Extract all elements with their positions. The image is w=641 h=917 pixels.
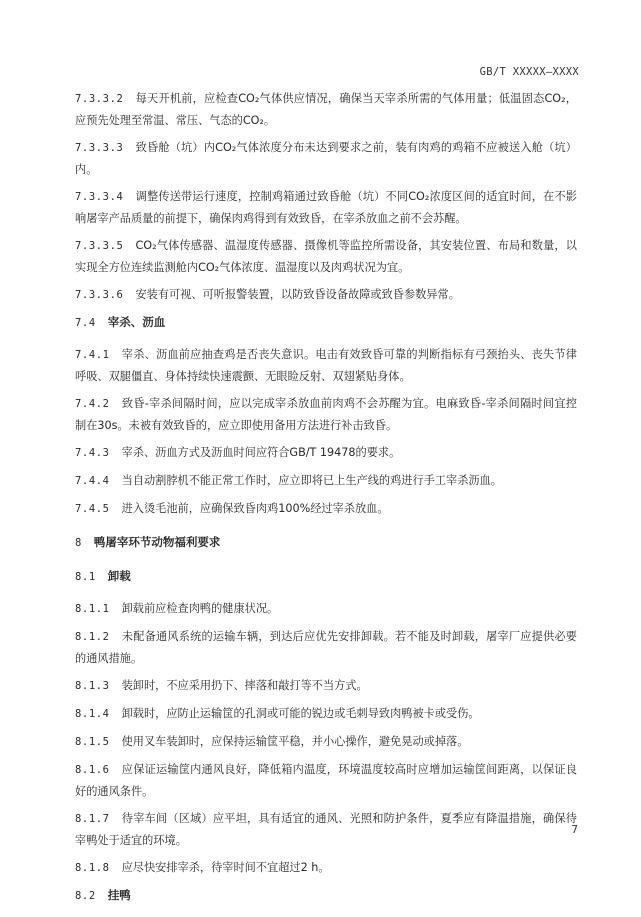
- standard-code-header: GB/T XXXXX—XXXX: [479, 66, 579, 78]
- clause-text: 调整传送带运行速度，控制鸡箱通过致昏舱（坑）不同CO₂浓度区间的适宜时间，在不影响屠宰产品质量的前提下，确保肉鸡得到有效致昏，在宰杀放血之前不会苏醒。: [75, 190, 577, 225]
- clause-text: CO₂气体传感器、温湿度传感器、摄像机等监控所需设备，其安装位置、布局和数量，以实现全方位连续监测舱内CO₂气体浓度、温湿度以及肉鸡状况为宜。: [75, 239, 577, 274]
- section-number: 7.4: [75, 317, 96, 329]
- page-number: 7: [571, 824, 578, 836]
- clause-text: 安装有可视、可听报警装置，以防致昏设备故障或致昏参数异常。: [135, 288, 460, 301]
- clause-number: 8.1.7: [75, 813, 110, 825]
- clause-7-4-3: [75, 442, 577, 464]
- chapter-number: 8: [75, 537, 82, 549]
- clause-number: 8.1.3: [75, 680, 110, 692]
- clause-7-3-3-4: [75, 186, 577, 229]
- clause-7-3-3-5: [75, 235, 577, 278]
- section-title: 宰杀、沥血: [107, 315, 166, 329]
- clause-8-1-5: [75, 731, 577, 753]
- clause-number: 7.3.3.2: [75, 93, 124, 105]
- clause-7-4-5: [75, 498, 577, 520]
- clause-text: 宰杀、沥血方式及沥血时间应符合GB/T 19478的要求。: [121, 446, 401, 459]
- clause-number: 8.1.2: [75, 631, 110, 643]
- clause-number: 7.3.3.6: [75, 289, 124, 301]
- clause-7-3-3-6: [75, 284, 577, 306]
- clause-number: 7.4.1: [75, 349, 110, 361]
- clause-text: 卸载前应检查肉鸭的健康状况。: [121, 602, 279, 615]
- clause-text: 应保证运输筐内通风良好，降低箱内温度，环境温度较高时应增加运输筐间距离，以保证良好的通风条件。: [75, 763, 577, 798]
- section-number: 8.2: [75, 890, 96, 902]
- clause-text: 进入烫毛池前，应确保致昏肉鸡100%经过宰杀放血。: [121, 502, 389, 515]
- clause-7-3-3-2: [75, 88, 577, 131]
- clause-8-1-8: [75, 857, 577, 879]
- clause-number: 7.3.3.3: [75, 142, 124, 154]
- clause-text: 待宰车间（区域）应平坦，具有适宜的通风、光照和防护条件，夏季应有降温措施，确保待宰鸭处于适宜的环境。: [75, 812, 577, 847]
- clause-7-4-1: [75, 344, 577, 387]
- clause-number: 7.4.4: [75, 475, 110, 487]
- clause-8-1-3: [75, 675, 577, 697]
- clause-number: 8.1.1: [75, 603, 110, 615]
- clause-number: 7.3.3.5: [75, 240, 124, 252]
- clause-text: 当自动割脖机不能正常工作时，应立即将已上生产线的鸡进行手工宰杀沥血。: [121, 474, 502, 487]
- clause-text: 致昏-宰杀间隔时间，应以完成宰杀放血前肉鸡不会苏醒为宜。电麻致昏-宰杀间隔时间宜控制在30s。未被有效致昏的，应立即使用备用方法进行补击致昏。: [75, 397, 577, 432]
- chapter-title: 鸭屠宰环节动物福利要求: [93, 535, 221, 549]
- clause-8-1-2: [75, 626, 577, 669]
- clause-number: 7.4.3: [75, 447, 110, 459]
- clause-number: 7.4.5: [75, 503, 110, 515]
- clause-8-1-4: [75, 703, 577, 725]
- clause-number: 8.1.8: [75, 862, 110, 874]
- clause-7-4-4: [75, 470, 577, 492]
- clause-number: 8.1.6: [75, 764, 110, 776]
- section-heading-8-1: [75, 566, 577, 588]
- clause-number: 7.3.3.4: [75, 191, 124, 203]
- section-heading-7-4: [75, 312, 577, 334]
- clause-text: 应尽快安排宰杀，待宰时间不宜超过2 h。: [121, 861, 330, 874]
- section-heading-8-2: [75, 885, 577, 907]
- clause-number: 8.1.4: [75, 708, 110, 720]
- section-title: 卸载: [107, 569, 131, 583]
- clause-8-1-6: [75, 759, 577, 802]
- clause-text: 宰杀、沥血前应抽查鸡是否丧失意识。电击有效致昏可靠的判断指标有弓颈抬头、丧失节律呼吸、双腿僵直、身体持续快速震颤、无眼睑反射、双翅紧贴身体。: [75, 348, 577, 383]
- clause-8-1-1: [75, 598, 577, 620]
- clause-number: 8.1.5: [75, 736, 110, 748]
- clause-number: 7.4.2: [75, 398, 110, 410]
- clause-text: 未配备通风系统的运输车辆，到达后应优先安排卸载。若不能及时卸载，屠宰厂应提供必要的通风措施。: [75, 630, 577, 665]
- section-number: 8.1: [75, 571, 96, 583]
- clause-text: 使用叉车装卸时，应保持运输筐平稳，并小心操作，避免晃动或掉落。: [121, 735, 469, 748]
- document-body: [75, 88, 577, 917]
- clause-8-1-7: [75, 808, 577, 851]
- clause-text: 每天开机前，应检查CO₂气体供应情况，确保当天宰杀所需的气体用量；低温固态CO₂，应预先处理至常温、常压、气态的CO₂。: [75, 92, 577, 127]
- clause-text: 卸载时，应防止运输筐的孔洞或可能的锐边或毛刺导致肉鸭被卡或受伤。: [121, 707, 480, 720]
- clause-text: 致昏舱（坑）内CO₂气体浓度分布未达到要求之前，装有肉鸡的鸡箱不应被送入舱（坑）内。: [75, 141, 577, 176]
- section-title: 挂鸭: [107, 888, 131, 902]
- clause-7-4-2: [75, 393, 577, 436]
- clause-7-3-3-3: [75, 137, 577, 180]
- chapter-heading-8: [75, 532, 577, 554]
- clause-text: 装卸时，不应采用扔下、摔落和敲打等不当方式。: [121, 679, 368, 692]
